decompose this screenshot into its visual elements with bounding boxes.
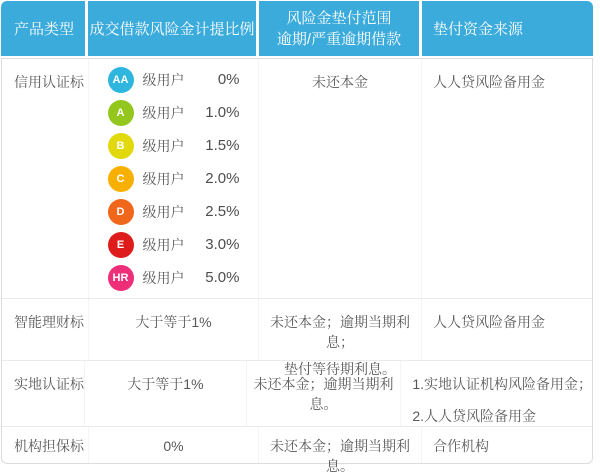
grade-value: 1.5% [205, 136, 240, 154]
scope-line: 未还本金 [312, 74, 368, 90]
grade-label: 级用户 [142, 137, 185, 154]
grade-value: 0% [217, 70, 240, 88]
source-line: 1.实地认证机构风险备用金； [412, 376, 592, 392]
cell-scope [258, 59, 421, 298]
grade-label: 级用户 [142, 269, 185, 286]
scope-line: 未还本金；逾期当期利息； [270, 314, 410, 350]
grade-row [108, 195, 240, 228]
grade-badge-aa-icon: AA [108, 67, 134, 93]
cell-product: 智能理财标 [14, 314, 84, 330]
grade-row [108, 162, 240, 195]
cell-source [421, 59, 592, 298]
source-line: 人人贷风险备用金 [433, 314, 545, 330]
grade-label: 级用户 [142, 170, 185, 187]
grade-value: 1.0% [205, 103, 240, 121]
scope-line: 垫付等待期利息。 [284, 361, 396, 377]
cell-scope [258, 299, 421, 377]
cell-scope [246, 361, 401, 426]
grade-badge-c-icon: C [108, 166, 134, 192]
source-line: 合作机构 [433, 438, 489, 454]
cell-product: 信用认证标 [14, 74, 84, 90]
header-label: 垫付资金来源 [433, 21, 524, 38]
scope-line: 未还本金；逾期当期利息。 [270, 438, 410, 474]
grade-value: 3.0% [205, 235, 240, 253]
grade-badge-hr-icon: HR [108, 265, 134, 291]
grade-row [108, 261, 240, 294]
table-body [1, 58, 593, 474]
grade-badge-e-icon: E [108, 232, 134, 258]
table-row-field-cert [2, 360, 592, 426]
cell-ratio: 0% [88, 427, 258, 463]
grade-badge-d-icon: D [108, 199, 134, 225]
cell-source [400, 361, 592, 426]
grade-value: 2.5% [205, 202, 240, 220]
cell-ratio: 大于等于1% [88, 299, 258, 360]
header-cell-ratio [88, 1, 256, 56]
cell-ratio: 大于等于1% [84, 361, 245, 426]
grade-row [108, 96, 240, 129]
grade-row [108, 63, 240, 96]
header-label: 成交借款风险金计提比例 [89, 21, 255, 38]
source-line: 人人贷风险备用金 [433, 74, 545, 90]
cell-scope [258, 427, 421, 474]
cell-grade-list [88, 59, 258, 298]
table-header-row [1, 1, 593, 56]
header-label: 产品类型 [14, 21, 75, 38]
grade-label: 级用户 [142, 104, 185, 121]
table-row-smart-invest [2, 298, 592, 377]
grade-value: 5.0% [205, 268, 240, 286]
grade-badge-a-icon: A [108, 100, 134, 126]
cell-product: 机构担保标 [14, 438, 84, 454]
header-cell-source [422, 1, 593, 56]
grade-row [108, 228, 240, 261]
table-row-credit [2, 59, 592, 298]
grade-label: 级用户 [142, 71, 185, 88]
source-line: 2.人人贷风险备用金 [412, 408, 536, 424]
cell-source [421, 299, 592, 360]
grade-row [108, 129, 240, 162]
scope-line: 未还本金；逾期当期利息。 [253, 376, 394, 412]
header-label-line2: 逾期/严重逾期借款 [276, 30, 402, 48]
header-cell-scope [259, 1, 419, 56]
risk-fund-table [1, 1, 593, 474]
grade-label: 级用户 [142, 236, 185, 253]
header-cell-product-type [1, 1, 85, 56]
cell-source [421, 427, 592, 463]
grade-value: 2.0% [205, 169, 240, 187]
grade-label: 级用户 [142, 203, 185, 220]
header-label-line1: 风险金垫付范围 [286, 9, 392, 27]
grade-badge-b-icon: B [108, 133, 134, 159]
cell-product: 实地认证标 [14, 376, 84, 392]
table-row-institution-guarantee [2, 426, 592, 474]
